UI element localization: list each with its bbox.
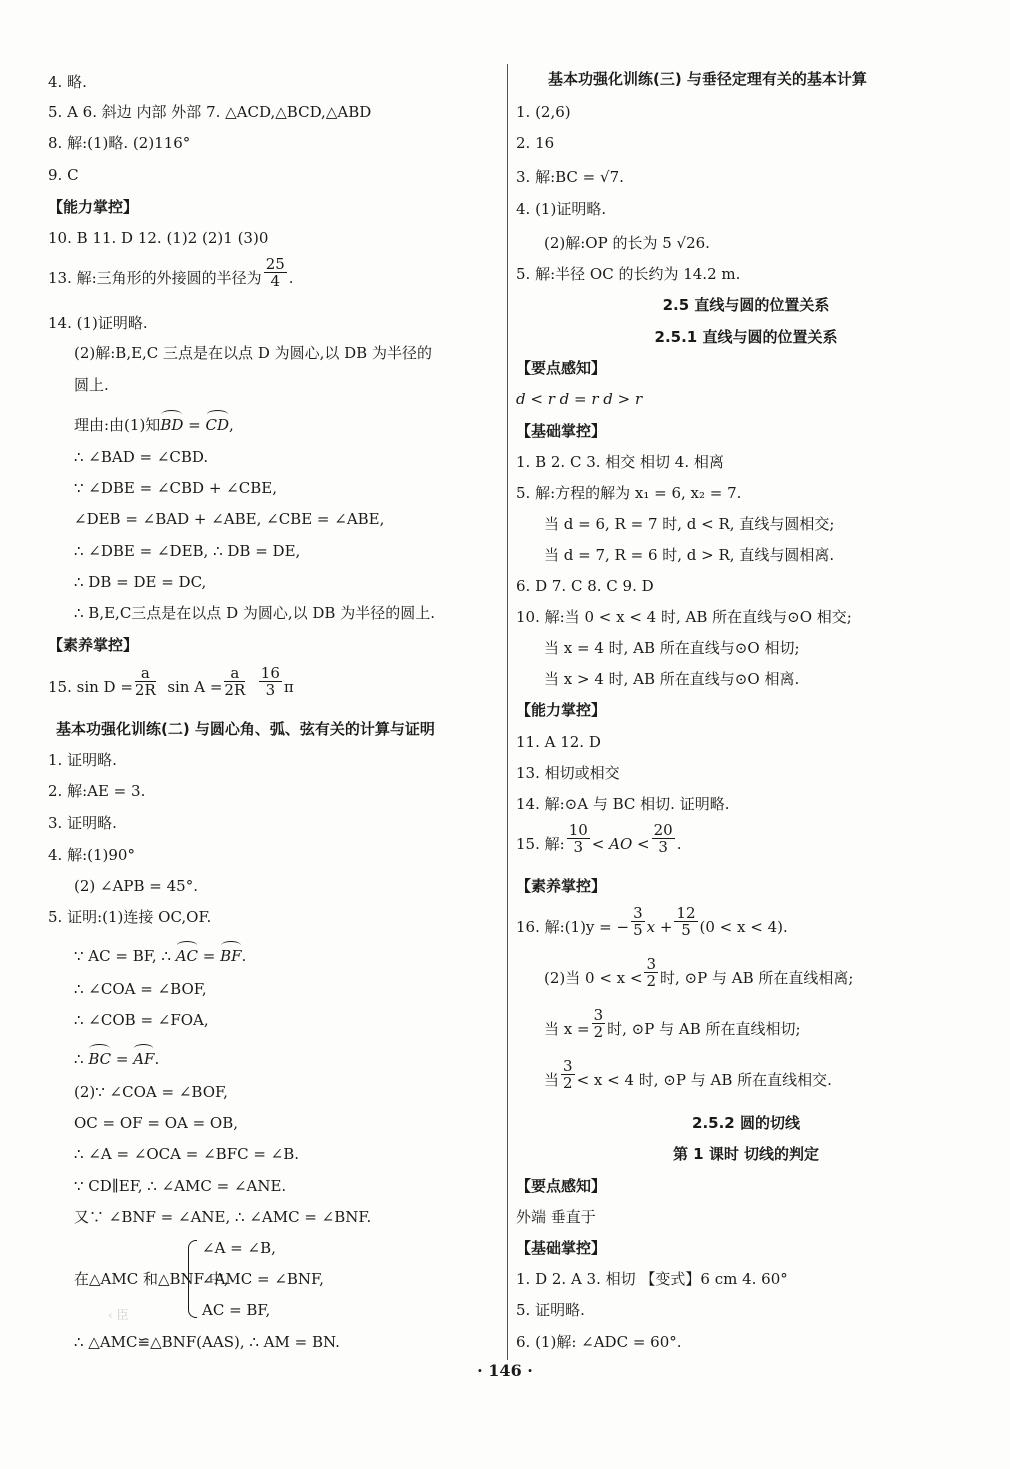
b-answer-6-9: 6. D 7. C 8. C 9. D — [516, 577, 654, 595]
section-literacy: 【素养掌控】 — [48, 636, 139, 654]
heading-2-5: 2.5 直线与圆的位置关系 — [662, 296, 830, 314]
proof-line-2: ∵ ∠DBE = ∠CBD + ∠CBE, — [74, 479, 277, 497]
a16-text: 16. 解:(1)y = − — [516, 918, 630, 936]
frac-num: 3 — [563, 1056, 573, 1075]
fraction-12-5 — [674, 905, 697, 938]
t2-proof-8: ∵ CD∥EF, ∴ ∠AMC = ∠ANE. — [74, 1177, 287, 1195]
frac-den: 2 — [563, 1073, 573, 1092]
fraction-16-3 — [259, 665, 282, 698]
heading-2-5-2: 2.5.2 圆的切线 — [692, 1114, 800, 1132]
answer-14-1: 14. (1)证明略. — [48, 314, 148, 332]
a-answer-13: 13. 相切或相交 — [516, 764, 620, 782]
proof-line-5: ∴ DB = DE = DC, — [74, 573, 207, 591]
column-divider — [507, 64, 508, 1360]
t2-proof-3: ∴ ∠COB = ∠FOA, — [74, 1011, 209, 1029]
kp2-answer: 外端 垂直于 — [516, 1208, 596, 1226]
proof-line-3: ∠DEB = ∠BAD + ∠ABE, ∠CBE = ∠ABE, — [74, 510, 385, 528]
a-answer-14: 14. 解:⊙A 与 BC 相切. 证明略. — [516, 795, 730, 813]
b-answer-10-c: 当 x > 4 时, AB 所在直线与⊙O 相离. — [544, 670, 800, 688]
t2-proof-9: 又∵ ∠BNF = ∠ANE, ∴ ∠AMC = ∠BNF. — [74, 1208, 372, 1226]
a16-4-text: 当 — [544, 1071, 560, 1089]
page-number: · 146 · — [477, 1361, 533, 1380]
answer-8: 8. 解:(1)略. (2)116° — [48, 134, 191, 152]
frac-num: 16 — [260, 663, 280, 682]
system-brace — [188, 1240, 197, 1318]
l-answer-16-3 — [516, 1005, 801, 1041]
frac-num: 10 — [568, 820, 588, 839]
b2-answer-1-4: 1. D 2. A 3. 相切 【变式】6 cm 4. 60° — [516, 1270, 788, 1288]
fraction-a-2r-2 — [224, 665, 245, 698]
system-line-3: AC = BF, — [202, 1301, 271, 1319]
b-answer-10-b: 当 x = 4 时, AB 所在直线与⊙O 相切; — [544, 639, 800, 657]
frac-num: 3 — [633, 903, 643, 922]
frac-den: 3 — [265, 680, 276, 699]
t2-answer-1: 1. 证明略. — [48, 751, 117, 769]
a-answer-15: 15. 解: $\frac{10}{3}$ < AO < $\frac{20}{3}$ . — [516, 820, 682, 856]
frac-den: 3 — [658, 837, 668, 856]
frac-den: 2 — [593, 1022, 604, 1041]
fraction-a-2r-1 — [135, 665, 156, 698]
frac-den: 5 — [633, 920, 643, 939]
frac-num: 12 — [676, 903, 696, 922]
proof-line-6: ∴ B,E,C三点是在以点 D 为圆心,以 DB 为半径的圆上. — [74, 604, 435, 622]
frac-num: 20 — [653, 820, 673, 839]
a16-3-text: 当 x = — [544, 1020, 590, 1038]
answer-14-2: (2)解:B,E,C 三点是在以点 D 为圆心,以 DB 为半径的 — [74, 344, 432, 362]
key-points-answer: d < r d = r d > r — [516, 390, 643, 408]
a16-2-tail: 时, ⊙P 与 AB 所在直线相离; — [660, 969, 854, 987]
t2-answer-4: 4. 解:(1)90° — [48, 846, 135, 864]
t2-proof-1: ∵ AC = BF, ∴ AC = BF. — [74, 947, 247, 965]
t2-proof-4: ∴ BC = AF. — [74, 1050, 160, 1068]
section-basic-2: 【基础掌控】 — [516, 1239, 607, 1257]
t2-answer-4-2: (2) ∠APB = 45°. — [74, 877, 198, 895]
section-key-points: 【要点感知】 — [516, 359, 607, 377]
answer-14-2b: 圆上. — [74, 376, 109, 394]
frac-den: 2R — [134, 680, 156, 699]
a16-4-tail: < x < 4 时, ⊙P 与 AB 所在直线相交. — [576, 1071, 832, 1089]
frac-num: a — [135, 665, 156, 682]
heading-training-3: 基本功强化训练(三) 与垂径定理有关的基本计算 — [548, 70, 867, 88]
arc-bd: BD — [160, 416, 184, 434]
t2-proof-2: ∴ ∠COA = ∠BOF, — [74, 980, 207, 998]
t2-proof-7: ∴ ∠A = ∠OCA = ∠BFC = ∠B. — [74, 1145, 300, 1163]
t2-proof-10: 在△AMC 和△BNF 中, — [74, 1270, 229, 1288]
frac-num: 3 — [593, 1005, 604, 1024]
b-answer-1-4: 1. B 2. C 3. 相交 相切 4. 相离 — [516, 453, 724, 471]
section-literacy-r: 【素养掌控】 — [516, 877, 607, 895]
arc-cd: CD — [205, 416, 230, 434]
a16-3-tail: 时, ⊙P 与 AB 所在直线相切; — [607, 1020, 801, 1038]
t3-answer-4-2: (2)解:OP 的长为 5 √26. — [544, 234, 710, 252]
answer-9: 9. C — [48, 166, 79, 184]
frac-den: 5 — [681, 920, 691, 939]
answer-14-reason: 理由:由(1)知BD = CD, — [74, 416, 234, 434]
l-answer-16 — [516, 903, 788, 939]
fraction-3-2-b — [592, 1007, 606, 1040]
t3-answer-3: 3. 解:BC = √7. — [516, 168, 624, 186]
a16-2-text: (2)当 0 < x < — [544, 969, 643, 987]
pi: π — [283, 678, 294, 696]
a-answer-11-12: 11. A 12. D — [516, 733, 601, 751]
fraction-25-4 — [264, 256, 287, 289]
b-answer-5: 5. 解:方程的解为 x₁ = 6, x₂ = 7. — [516, 484, 742, 502]
sin-a: sin A = — [167, 678, 223, 696]
b2-answer-5: 5. 证明略. — [516, 1301, 585, 1319]
answer-5-7: 5. A 6. 斜边 内部 外部 7. △ACD,△BCD,△ABD — [48, 103, 372, 121]
proof-line-4: ∴ ∠DBE = ∠DEB, ∴ DB = DE, — [74, 542, 301, 560]
arc-bc: BC — [88, 1050, 112, 1068]
x-plus: x + — [646, 918, 673, 936]
system-line-2: ∠AMC = ∠BNF, — [202, 1270, 324, 1288]
sin-d: 15. sin D = — [48, 678, 133, 696]
t2-answer-2: 2. 解:AE = 3. — [48, 782, 146, 800]
heading-2-5-1: 2.5.1 直线与圆的位置关系 — [654, 328, 838, 346]
equals-sign: = — [188, 416, 201, 434]
system-line-1: ∠A = ∠B, — [202, 1239, 276, 1257]
section-ability-r: 【能力掌控】 — [516, 701, 607, 719]
arc-af: AF — [133, 1050, 155, 1068]
reason-text: 理由:由(1)知 — [74, 416, 161, 434]
frac-den: 4 — [270, 271, 280, 290]
t2-proof-5: (2)∵ ∠COA = ∠BOF, — [74, 1083, 228, 1101]
heading-training-2: 基本功强化训练(二) 与圆心角、弧、弦有关的计算与证明 — [56, 720, 435, 738]
b-answer-5-a: 当 d = 6, R = 7 时, d < R, 直线与圆相交; — [544, 515, 835, 533]
answer-13: 13. 解:三角形的外接圆的半径为 $\frac{25}{4}$ . — [48, 254, 294, 290]
domain-range: (0 < x < 4). — [699, 918, 788, 936]
fraction-10-3 — [567, 822, 590, 855]
b2-answer-6: 6. (1)解: ∠ADC = 60°. — [516, 1333, 682, 1351]
fraction-3-2-a — [644, 956, 658, 989]
l-answer-16-2 — [516, 954, 854, 990]
t2-answer-5: 5. 证明:(1)连接 OC,OF. — [48, 908, 212, 926]
proof-line-1: ∴ ∠BAD = ∠CBD. — [74, 448, 209, 466]
t3-answer-1: 1. (2,6) — [516, 103, 571, 121]
a15-text: 15. 解: — [516, 835, 565, 853]
t3-answer-2: 2. 16 — [516, 134, 555, 152]
l-answer-16-4 — [516, 1056, 832, 1092]
section-ability: 【能力掌控】 — [48, 198, 139, 216]
fraction-20-3 — [652, 822, 675, 855]
t3-answer-4: 4. (1)证明略. — [516, 200, 607, 218]
heading-lesson-1: 第 1 课时 切线的判定 — [672, 1145, 820, 1163]
t2-answer-3: 3. 证明略. — [48, 814, 117, 832]
section-key-points-2: 【要点感知】 — [516, 1177, 607, 1195]
ao-range: < AO < — [591, 835, 650, 853]
frac-num: 3 — [646, 954, 657, 973]
frac-den: 3 — [573, 837, 583, 856]
t2-proof-6: OC = OF = OA = OB, — [74, 1114, 239, 1132]
scan-smudge: ‹ 臣 — [108, 1308, 129, 1322]
frac-den: 2 — [646, 971, 657, 990]
frac-num: a — [224, 665, 245, 682]
section-basic: 【基础掌控】 — [516, 422, 607, 440]
answer-10-12: 10. B 11. D 12. (1)2 (2)1 (3)0 — [48, 229, 269, 247]
t2-proof-11: ∴ △AMC≌△BNF(AAS), ∴ AM = BN. — [74, 1333, 340, 1351]
arc-bf: BF — [220, 947, 242, 965]
therefore: ∴ — [74, 1050, 84, 1068]
fraction-3-5 — [631, 905, 645, 938]
answer-13-text: 13. 解:三角形的外接圆的半径为 — [48, 269, 262, 287]
answer-15 — [48, 663, 294, 699]
frac-num: 25 — [265, 254, 285, 273]
arc-ac: AC — [175, 947, 198, 965]
answer-4: 4. 略. — [48, 73, 87, 91]
fraction-3-2-c — [561, 1058, 575, 1091]
b-answer-10: 10. 解:当 0 < x < 4 时, AB 所在直线与⊙O 相交; — [516, 608, 852, 626]
proof-text: ∵ AC = BF, ∴ — [74, 947, 171, 965]
t3-answer-5: 5. 解:半径 OC 的长约为 14.2 m. — [516, 265, 741, 283]
frac-den: 2R — [224, 680, 246, 699]
b-answer-5-b: 当 d = 7, R = 6 时, d > R, 直线与圆相离. — [544, 546, 835, 564]
